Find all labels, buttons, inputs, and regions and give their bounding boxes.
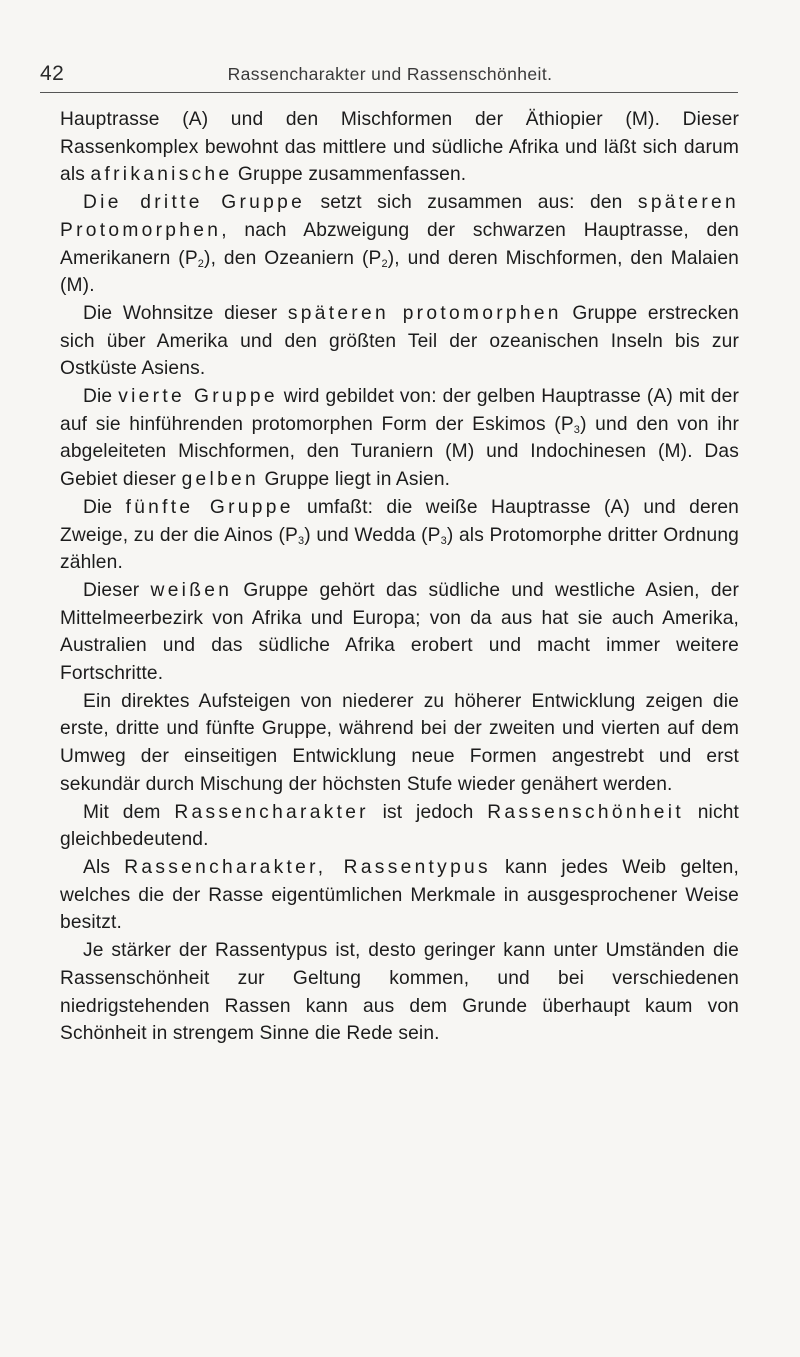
text-run: ) als Protomorphe dritter Ordnung zählen. [60, 524, 739, 574]
text-run: Als [83, 856, 125, 878]
text-run: ), und deren Mischformen, den Malaien (M). [60, 247, 739, 297]
text-run: ), den Ozeaniern (P [204, 247, 382, 269]
paragraph-3 [60, 300, 739, 383]
paragraph-10 [60, 937, 739, 1048]
subscript: 2 [381, 257, 388, 270]
text-run: kann jedes Weib gelten, welches die der Rasse eigentümlichen Merkmale in ausgesprochener Weise besitzt. [60, 856, 739, 934]
text-run: Je stärker der Rassentypus ist, desto geringer kann unter Umständen die Rassenschönheit zur Geltung kommen, und bei verschiedenen niedrigstehenden Rassen kann aus dem Grunde überhaupt kaum von Schönheit in strengem Sinne die Rede sein. [60, 940, 739, 1045]
text-run: Die [83, 386, 119, 408]
spaced-emphasis: Rassencharakter [174, 801, 369, 823]
text-run: Dieser [83, 579, 151, 601]
subscript: 3 [440, 534, 447, 547]
running-title: Rassencharakter und Rassenschönheit. [227, 64, 553, 84]
paragraph-4 [60, 383, 739, 494]
paragraph-7 [60, 688, 739, 799]
subscript: 3 [297, 534, 305, 547]
spaced-emphasis: späteren Protomorphen [60, 192, 739, 241]
body-text [60, 106, 739, 1048]
text-run: umfaßt: die weiße Hauptrasse (A) und deren Zweige, zu der die Ainos (P [60, 496, 739, 546]
text-run: Mit dem [83, 801, 175, 823]
paragraph-8 [60, 799, 739, 854]
text-run: ist jedoch [368, 801, 488, 823]
text-run: , nach Abzweigung der schwarzen Hauptrasse, den Amerikanern (P [60, 219, 739, 269]
text-run: Die Wohnsitze dieser [83, 302, 288, 324]
text-run: ) und den von ihr abgeleiteten Mischformen, den Turaniern (M) und Indochinesen (M). Das Gebiet dieser [60, 413, 739, 491]
paragraph-6 [60, 577, 739, 688]
spaced-emphasis: vierte Gruppe [118, 386, 278, 408]
spaced-emphasis: späteren protomorphen [287, 302, 562, 324]
spaced-emphasis: weißen [150, 579, 233, 601]
text-run: Ein direktes Aufsteigen von niederer zu höherer Entwicklung zeigen die erste, dritte und fünfte Gruppe, während bei der zweiten und vierten auf dem Umweg der einseitigen Entwicklung neue Formen angestrebt und erst sekundär durch Mischung der höchsten Stufe wieder genähert werden. [60, 690, 739, 795]
text-run: nicht gleichbedeutend. [60, 801, 739, 851]
paragraph-2 [60, 189, 739, 300]
spaced-emphasis: fünfte Gruppe [125, 496, 294, 518]
text-run: Gruppe erstrecken sich über Amerika und den größten Teil der ozeanischen Inseln bis zur Ostküste Asiens. [60, 302, 740, 380]
subscript: 3 [573, 423, 581, 436]
paragraph-1 [60, 106, 739, 189]
spaced-emphasis: Rassencharakter, Rassentypus [124, 856, 491, 878]
paragraph-5 [60, 494, 739, 577]
text-run: setzt sich zusammen aus: den [305, 192, 638, 214]
text-run: Gruppe liegt in Asien. [258, 469, 451, 491]
spaced-emphasis: afrikanische [90, 164, 233, 186]
text-run: wird gebildet von: der gelben Hauptrasse (A) mit der auf sie hinführenden protomorphen Form der Eskimos (P [60, 386, 739, 435]
spaced-emphasis: gelben [181, 469, 259, 491]
text-run: Die [83, 496, 126, 518]
text-run: ) und Wedda (P [304, 524, 441, 546]
page-header [40, 62, 740, 88]
text-run: Hauptrasse (A) und den Mischformen der Äthiopier (M). Dieser Rassenkomplex bewohnt das mittlere und südliche Afrika und läßt sich darum als [60, 109, 739, 186]
spaced-emphasis: Rassenschönheit [487, 801, 684, 823]
header-rule [40, 92, 738, 93]
text-run: Gruppe gehört das südliche und westliche Asien, der Mittelmeerbezirk von Afrika und Europa; von da aus hat sie auch Amerika, Australien und das südliche Afrika erobert und macht immer weitere Fortschritte. [60, 579, 739, 685]
spaced-emphasis: Die dritte Gruppe [83, 192, 306, 214]
subscript: 2 [197, 257, 205, 270]
text-run: Gruppe zusammenfassen. [232, 164, 467, 186]
paragraph-9 [60, 854, 739, 937]
page-number: 42 [40, 62, 65, 85]
